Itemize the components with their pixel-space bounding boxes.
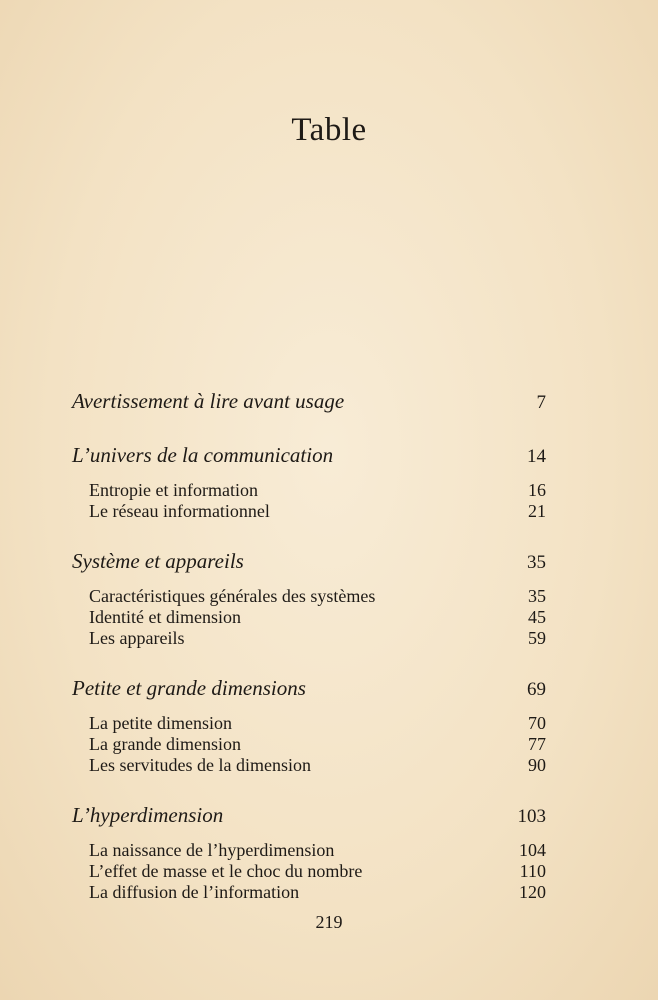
toc-entries: [72, 480, 546, 522]
entry-page-number: 59: [528, 628, 546, 648]
entry-label: La grande dimension: [89, 734, 241, 754]
entry-page-number: 21: [528, 501, 546, 521]
section-page-number: 69: [527, 679, 546, 700]
entry-label: La naissance de l’hyperdimension: [89, 840, 335, 860]
page-title: Table: [291, 112, 367, 148]
toc-section: [72, 800, 546, 903]
toc-entry: [89, 840, 546, 861]
entry-label: Les appareils: [89, 628, 185, 648]
entry-page-number: 16: [528, 480, 546, 500]
toc-section: [72, 440, 546, 522]
toc-entry: [89, 480, 546, 501]
toc-section-heading: [72, 673, 546, 703]
toc-section-heading: [72, 440, 546, 470]
entry-page-number: 45: [528, 607, 546, 627]
toc-section: [72, 546, 546, 649]
toc-entries: [72, 840, 546, 903]
entry-page-number: 77: [528, 734, 546, 754]
section-title: Système et appareils: [72, 549, 244, 573]
toc-section-heading: [72, 386, 546, 416]
section-page-number: 7: [536, 392, 546, 413]
toc-entry: [89, 586, 546, 607]
entry-label: La petite dimension: [89, 713, 232, 733]
section-title: L’hyperdimension: [72, 803, 224, 827]
toc-section-heading: [72, 800, 546, 830]
toc-entry: [89, 882, 546, 903]
entry-label: Identité et dimension: [89, 607, 241, 627]
toc-entries: [72, 586, 546, 649]
section-title: Petite et grande dimensions: [72, 676, 306, 700]
entry-page-number: 120: [519, 882, 546, 902]
section-title: Avertissement à lire avant usage: [72, 389, 345, 413]
section-page-number: 14: [527, 446, 546, 467]
entry-label: Caractéristiques générales des systèmes: [89, 586, 376, 606]
entry-label: Entropie et information: [89, 480, 258, 500]
page-number-folio: 219: [315, 912, 343, 932]
table-of-contents: [72, 386, 546, 927]
entry-page-number: 70: [528, 713, 546, 733]
entry-page-number: 35: [528, 586, 546, 606]
entry-page-number: 110: [519, 861, 546, 881]
toc-entry: [89, 628, 546, 649]
toc-entry: [89, 861, 546, 882]
entry-label: Les servitudes de la dimension: [89, 755, 311, 775]
section-title: L’univers de la communication: [72, 443, 334, 467]
section-page-number: 103: [517, 806, 546, 827]
entry-page-number: 90: [528, 755, 546, 775]
toc-entry: [89, 501, 546, 522]
toc-entry: [89, 607, 546, 628]
toc-entries: [72, 713, 546, 776]
toc-entry: [89, 734, 546, 755]
entry-label: Le réseau informationnel: [89, 501, 270, 521]
toc-section: [72, 673, 546, 776]
toc-section-heading: [72, 546, 546, 576]
entry-label: La diffusion de l’information: [89, 882, 300, 902]
toc-section: [72, 386, 546, 416]
entry-page-number: 104: [519, 840, 546, 860]
toc-entry: [89, 713, 546, 734]
entry-label: L’effet de masse et le choc du nombre: [89, 861, 363, 881]
section-page-number: 35: [527, 552, 546, 573]
toc-entry: [89, 755, 546, 776]
